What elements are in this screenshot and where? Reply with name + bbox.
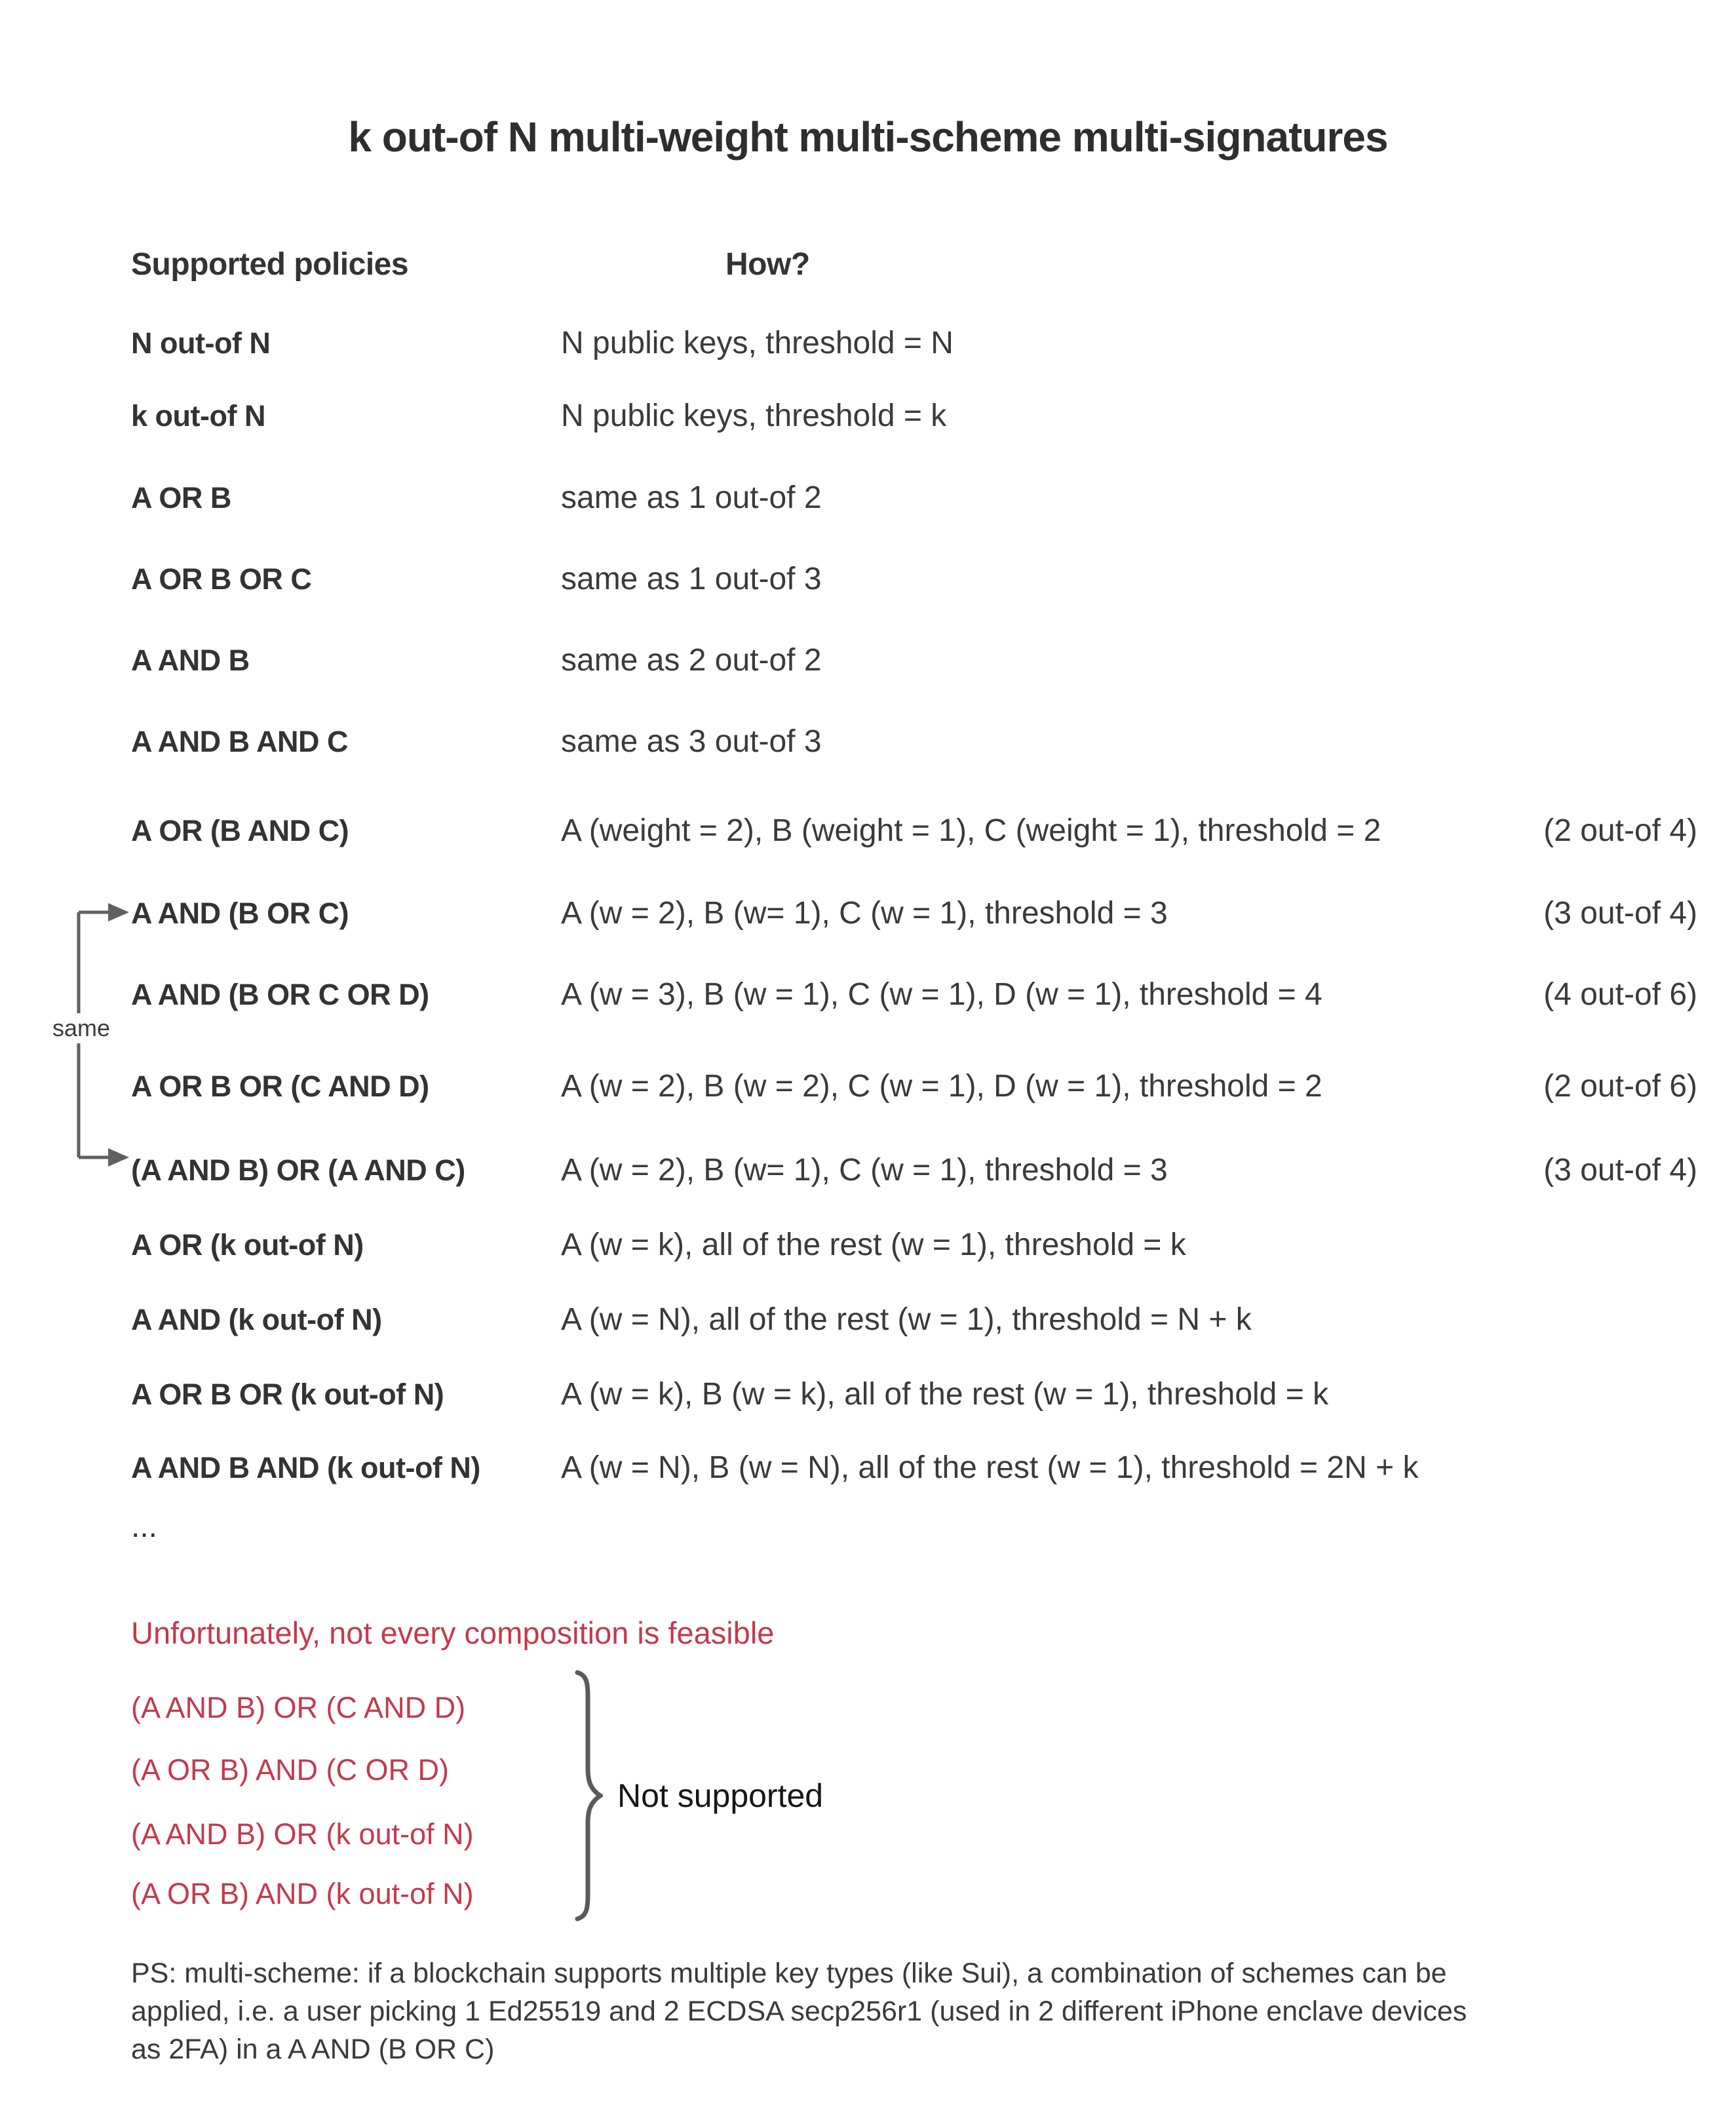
policy-how: A (w = 2), B (w= 1), C (w = 1), threshold = 3 xyxy=(561,896,1168,931)
k-out-of-n-note: (3 out-of 4) xyxy=(1543,896,1697,931)
column-header-how: How? xyxy=(725,247,810,282)
column-header-policies: Supported policies xyxy=(131,247,409,282)
policy-label: A OR (k out-of N) xyxy=(131,1228,364,1262)
table-row xyxy=(0,1448,1736,1488)
table-row xyxy=(0,1067,1736,1106)
infeasible-item: (A OR B) AND (k out-of N) xyxy=(131,1877,474,1910)
table-row xyxy=(0,1300,1736,1340)
policy-label: A AND B AND (k out-of N) xyxy=(131,1451,480,1484)
table-row xyxy=(0,975,1736,1015)
policy-how: N public keys, threshold = k xyxy=(561,398,947,433)
policy-label: A AND B AND C xyxy=(131,725,348,758)
policy-label: A AND (B OR C) xyxy=(131,897,349,930)
table-row xyxy=(0,1375,1736,1414)
table-row xyxy=(0,1151,1736,1190)
policy-how: same as 1 out-of 3 xyxy=(561,562,822,596)
infeasible-item: (A AND B) OR (C AND D) xyxy=(131,1691,466,1724)
table-row xyxy=(0,722,1736,762)
table-row xyxy=(0,811,1736,851)
curly-brace-icon xyxy=(574,1670,603,1922)
policy-how: same as 1 out-of 2 xyxy=(561,480,822,515)
table-row xyxy=(0,396,1736,436)
policy-how: A (w = 2), B (w = 2), C (w = 1), D (w = 1), threshold = 2 xyxy=(561,1069,1322,1104)
policy-label: A AND (B OR C OR D) xyxy=(131,978,429,1011)
policy-label: (A AND B) OR (A AND C) xyxy=(131,1153,465,1187)
ps-footnote xyxy=(131,1954,1467,2068)
arrow-right-icon xyxy=(108,903,129,921)
policy-how: A (w = k), all of the rest (w = 1), threshold = k xyxy=(561,1227,1186,1262)
k-out-of-n-note: (3 out-of 4) xyxy=(1543,1153,1697,1188)
policy-how: A (w = N), B (w = N), all of the rest (w = 1), threshold = 2N + k xyxy=(561,1450,1419,1485)
table-row xyxy=(0,894,1736,933)
policy-label: A OR B OR (k out-of N) xyxy=(131,1378,444,1411)
policy-how: A (w = 3), B (w = 1), C (w = 1), D (w = 1), threshold = 4 xyxy=(561,977,1322,1012)
ps-line: applied, i.e. a user picking 1 Ed25519 and 2 ECDSA secp256r1 (used in 2 different iPhone enclave devices xyxy=(131,1996,1467,2027)
policy-label: k out-of N xyxy=(131,399,265,433)
policy-label: A OR B OR C xyxy=(131,562,312,596)
k-out-of-n-note: (2 out-of 4) xyxy=(1543,813,1697,848)
policy-how: A (weight = 2), B (weight = 1), C (weight = 1), threshold = 2 xyxy=(561,813,1381,848)
table-row xyxy=(0,324,1736,363)
page-title: k out-of N multi-weight multi-scheme multi-signatures xyxy=(348,113,1388,161)
not-supported-label: Not supported xyxy=(617,1777,824,1814)
policy-label: A AND (k out-of N) xyxy=(131,1303,382,1336)
policy-how: A (w = N), all of the rest (w = 1), threshold = N + k xyxy=(561,1302,1252,1337)
policy-how: same as 3 out-of 3 xyxy=(561,724,822,759)
k-out-of-n-note: (4 out-of 6) xyxy=(1543,977,1697,1012)
table-row xyxy=(0,641,1736,680)
infeasible-item: (A AND B) OR (k out-of N) xyxy=(131,1817,474,1851)
ps-line: as 2FA) in a A AND (B OR C) xyxy=(131,2034,495,2065)
policy-label: A OR (B AND C) xyxy=(131,814,349,847)
k-out-of-n-note: (2 out-of 6) xyxy=(1543,1069,1697,1104)
infeasible-item: (A OR B) AND (C OR D) xyxy=(131,1753,450,1787)
policy-how: N public keys, threshold = N xyxy=(561,326,954,360)
table-row xyxy=(0,1226,1736,1265)
table-row xyxy=(0,478,1736,518)
ps-line: PS: multi-scheme: if a blockchain supports multiple key types (like Sui), a combination of schemes can be xyxy=(131,1958,1447,1989)
table-row xyxy=(0,560,1736,599)
policy-label: N out-of N xyxy=(131,326,271,360)
policy-how: A (w = k), B (w = k), all of the rest (w = 1), threshold = k xyxy=(561,1377,1329,1412)
rows-ellipsis: ... xyxy=(131,1509,158,1544)
policy-how: A (w = 2), B (w= 1), C (w = 1), threshold = 3 xyxy=(561,1153,1168,1188)
infeasible-heading: Unfortunately, not every composition is feasible xyxy=(131,1615,775,1650)
policy-label: A OR B xyxy=(131,481,231,514)
arrow-right-icon xyxy=(108,1148,129,1167)
policy-how: same as 2 out-of 2 xyxy=(561,643,822,678)
same-label: same xyxy=(48,1013,114,1043)
policy-label: A OR B OR (C AND D) xyxy=(131,1070,429,1103)
policy-label: A AND B xyxy=(131,644,250,677)
